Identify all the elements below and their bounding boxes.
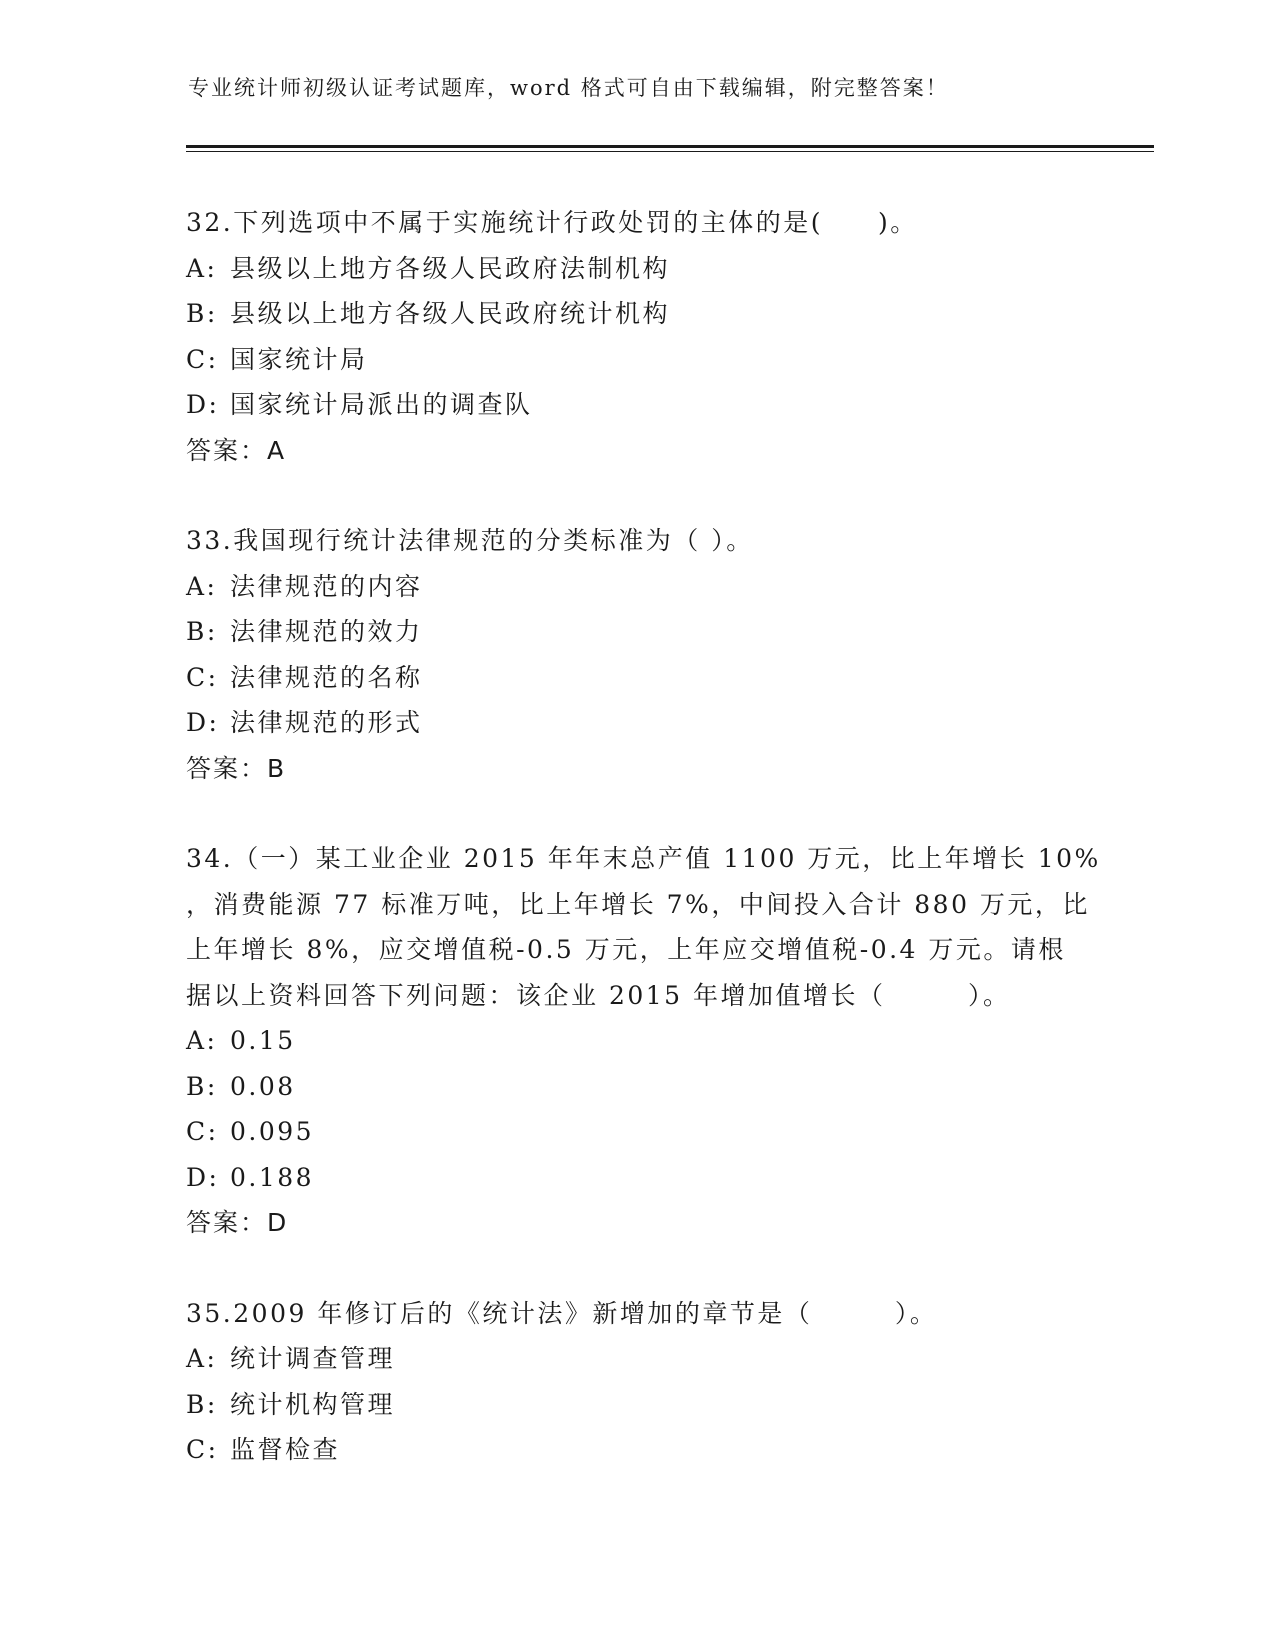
option-text: 国家统计局派出的调查队 bbox=[230, 390, 533, 419]
option-text: 法律规范的内容 bbox=[230, 571, 423, 601]
question-stem-line: 据以上资料回答下列问题：该企业 2015 年增加值增长（ ）。 bbox=[186, 980, 1011, 1010]
header-rule-thick bbox=[186, 145, 1154, 148]
option-text: 县级以上地方各级人民政府法制机构 bbox=[230, 253, 671, 283]
option-letter: C: bbox=[186, 1435, 219, 1464]
option-letter: B: bbox=[186, 299, 218, 328]
header-rule-thin bbox=[186, 151, 1154, 152]
option-text: 法律规范的效力 bbox=[230, 617, 423, 646]
option-b bbox=[186, 1382, 1086, 1428]
option-text: 县级以上地方各级人民政府统计机构 bbox=[230, 299, 671, 328]
option-text: 0.15 bbox=[230, 1026, 296, 1055]
option-b bbox=[186, 291, 1086, 337]
page-header: 专业统计师初级认证考试题库，word 格式可自由下载编辑，附完整答案！ bbox=[188, 76, 949, 100]
question-stem-line: ，消费能源 77 标准万吨，比上年增长 7%，中间投入合计 880 万元，比 bbox=[186, 889, 1090, 919]
option-letter: C: bbox=[186, 662, 219, 692]
option-text: 国家统计局 bbox=[230, 344, 368, 374]
answer: 答案：D bbox=[186, 1208, 289, 1237]
option-text: 统计调查管理 bbox=[230, 1344, 396, 1373]
question-stem: 35.2009 年修订后的《统计法》新增加的章节是（ ）。 bbox=[186, 1298, 938, 1328]
question-stem-line: 34.（一）某工业企业 2015 年年末总产值 1100 万元，比上年增长 10% bbox=[186, 844, 1101, 873]
option-c bbox=[186, 1427, 1086, 1473]
option-text: 统计机构管理 bbox=[230, 1389, 396, 1419]
option-letter: C: bbox=[186, 344, 219, 374]
option-text: 0.08 bbox=[230, 1071, 296, 1101]
option-a bbox=[186, 1336, 1086, 1382]
question-list bbox=[186, 200, 1101, 1518]
option-text: 监督检查 bbox=[230, 1435, 341, 1464]
question-stem: 32.下列选项中不属于实施统计行政处罚的主体的是( )。 bbox=[186, 208, 918, 237]
option-d bbox=[186, 1155, 1086, 1201]
question-35 bbox=[186, 1291, 1086, 1473]
option-d bbox=[186, 382, 1086, 428]
option-letter: A: bbox=[186, 571, 218, 601]
question-34 bbox=[186, 836, 1101, 1246]
option-text: 法律规范的名称 bbox=[230, 662, 423, 692]
option-letter: A: bbox=[186, 253, 218, 283]
question-32 bbox=[186, 200, 1086, 473]
option-letter: A: bbox=[186, 1344, 218, 1373]
answer: 答案：B bbox=[186, 753, 287, 783]
option-letter: C: bbox=[186, 1117, 219, 1146]
option-text: 0.095 bbox=[230, 1117, 315, 1146]
option-letter: D: bbox=[186, 708, 220, 737]
question-33 bbox=[186, 518, 1086, 791]
option-text: 法律规范的形式 bbox=[230, 708, 423, 737]
option-letter: B: bbox=[186, 1389, 218, 1419]
option-c bbox=[186, 655, 1086, 701]
option-c bbox=[186, 337, 1086, 383]
answer: 答案：A bbox=[186, 435, 287, 465]
option-c bbox=[186, 1109, 1086, 1155]
option-letter: D: bbox=[186, 1162, 220, 1192]
option-letter: B: bbox=[186, 617, 218, 646]
option-a bbox=[186, 1018, 1086, 1064]
option-b bbox=[186, 1064, 1086, 1110]
option-b bbox=[186, 609, 1086, 655]
option-a bbox=[186, 246, 1086, 292]
option-text: 0.188 bbox=[230, 1162, 315, 1192]
option-a bbox=[186, 564, 1086, 610]
option-letter: A: bbox=[186, 1026, 218, 1055]
question-stem: 33.我国现行统计法律规范的分类标准为（ ）。 bbox=[186, 526, 754, 555]
option-letter: B: bbox=[186, 1071, 218, 1101]
option-letter: D: bbox=[186, 390, 220, 419]
option-d bbox=[186, 700, 1086, 746]
question-stem-line: 上年增长 8%，应交增值税-0.5 万元，上年应交增值税-0.4 万元。请根 bbox=[186, 935, 1066, 964]
